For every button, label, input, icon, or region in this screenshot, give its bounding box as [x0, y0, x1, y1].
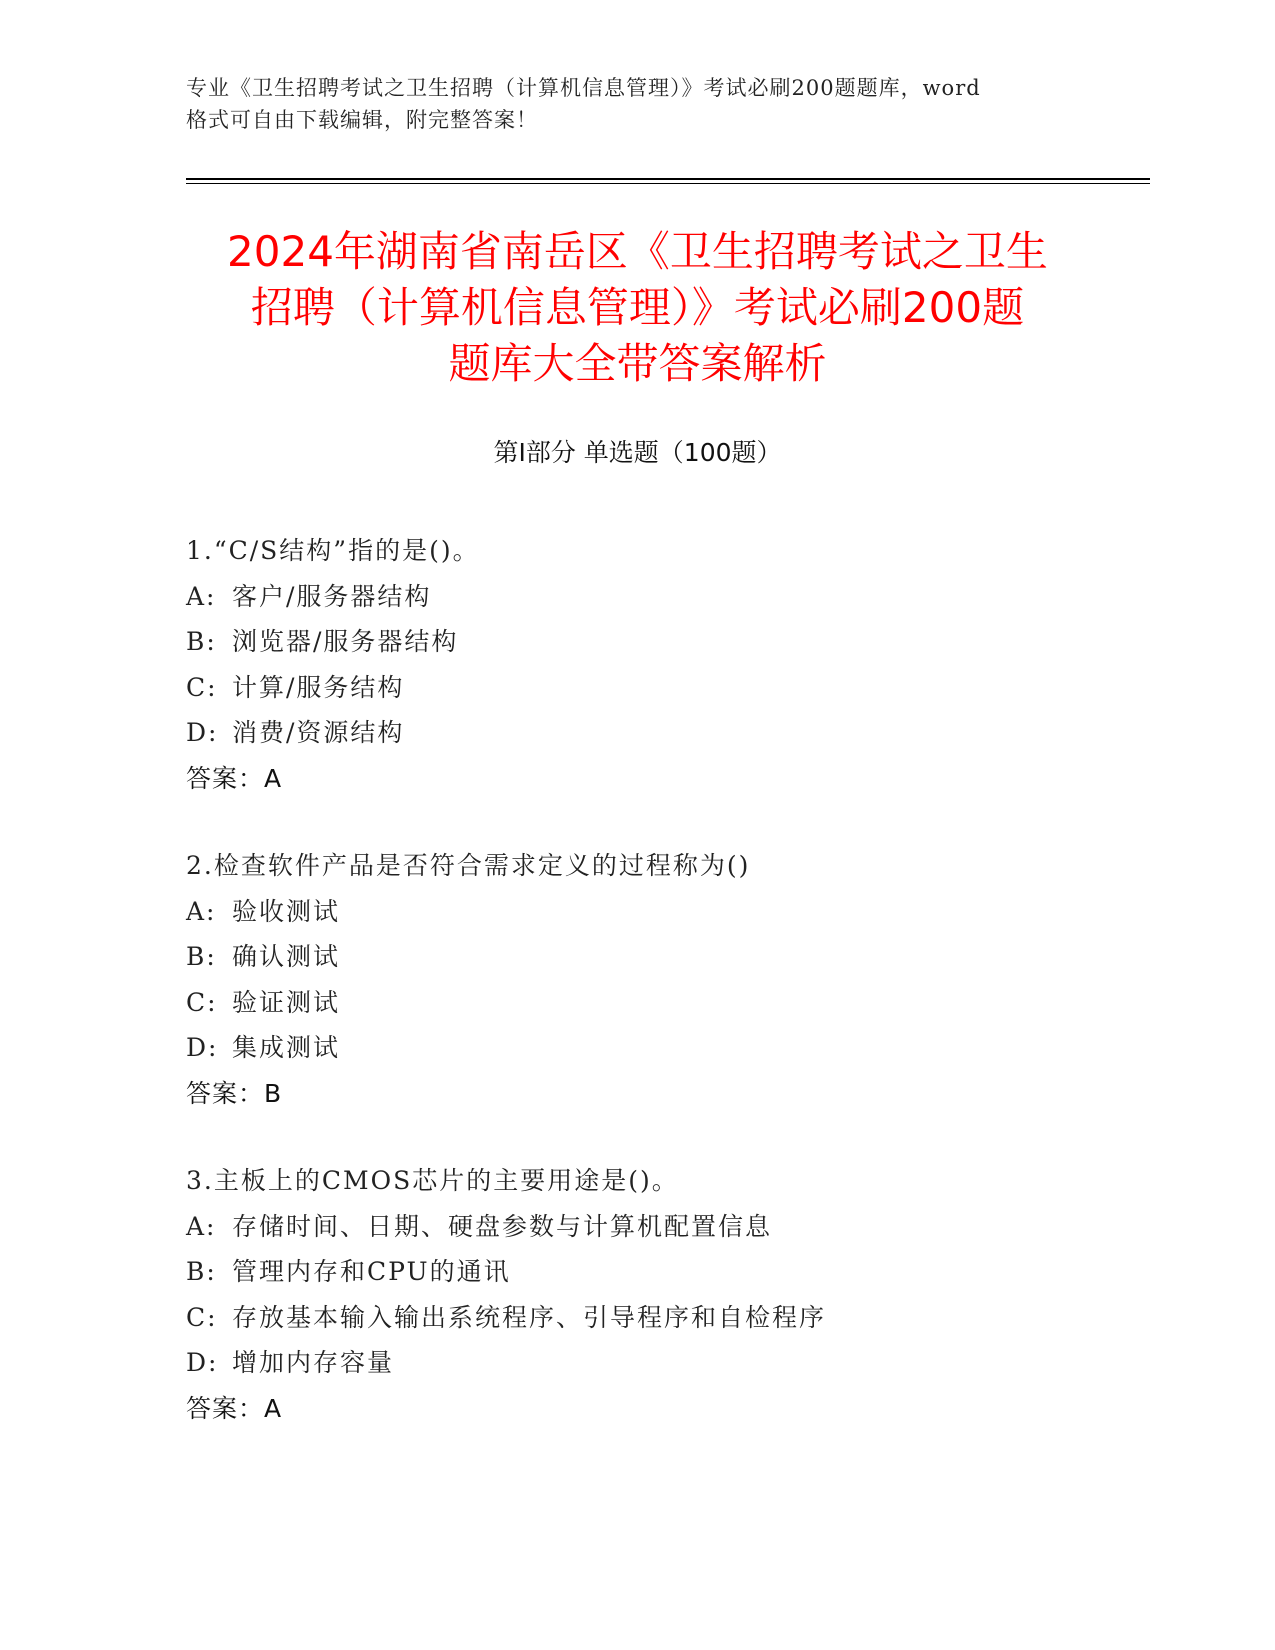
option-a [186, 889, 1106, 935]
question-stem: 2.检查软件产品是否符合需求定义的过程称为() [186, 851, 751, 880]
question-1 [186, 528, 1106, 801]
option-b [186, 934, 1106, 980]
option-text: 验证测试 [232, 987, 341, 1017]
option-c [186, 1295, 1106, 1341]
option-letter: A: [186, 896, 217, 926]
option-text: 存储时间、日期、硬盘参数与计算机配置信息 [232, 1211, 773, 1241]
option-text: 确认测试 [232, 942, 341, 971]
answer-label: 答案：A [186, 763, 283, 793]
option-letter: D: [186, 718, 219, 747]
document-title-line-3: 题库大全带答案解析 [448, 339, 827, 388]
option-text: 存放基本输入输出系统程序、引导程序和自检程序 [232, 1302, 827, 1332]
option-text: 集成测试 [232, 1033, 341, 1062]
header-note-line-2: 格式可自由下载编辑，附完整答案！ [186, 108, 538, 132]
header-note [186, 72, 1086, 136]
question-stem: 3.主板上的CMOS芯片的主要用途是()。 [186, 1166, 679, 1195]
header-note-line-1: 专业《卫生招聘考试之卫生招聘（计算机信息管理）》考试必刷200题题库，word [186, 76, 981, 100]
answer-label: 答案：A [186, 1393, 283, 1423]
option-text: 增加内存容量 [232, 1348, 395, 1377]
option-c [186, 665, 1106, 711]
question-3 [186, 1158, 1106, 1431]
option-b [186, 1249, 1106, 1295]
option-letter: C: [186, 987, 218, 1017]
option-letter: B: [186, 627, 217, 656]
option-letter: B: [186, 942, 217, 971]
option-letter: A: [186, 581, 217, 611]
question-2 [186, 843, 1106, 1116]
header-divider-thin [186, 183, 1150, 184]
answer-label: 答案：B [186, 1078, 283, 1108]
option-text: 管理内存和CPU的通讯 [232, 1257, 511, 1286]
header-divider-thick [186, 178, 1150, 180]
option-b [186, 619, 1106, 665]
option-text: 计算/服务结构 [232, 672, 405, 702]
option-text: 客户/服务器结构 [232, 581, 432, 611]
document-title-line-2: 招聘（计算机信息管理）》考试必刷200题 [250, 283, 1025, 332]
option-letter: B: [186, 1257, 217, 1286]
option-letter: A: [186, 1211, 217, 1241]
option-text: 消费/资源结构 [232, 718, 405, 747]
option-letter: C: [186, 1302, 218, 1332]
option-text: 验收测试 [232, 896, 341, 926]
document-title [150, 224, 1125, 392]
question-list [186, 528, 1106, 1473]
option-c [186, 980, 1106, 1026]
document-title-line-1: 2024年湖南省南岳区《卫生招聘考试之卫生 [227, 227, 1048, 276]
option-d [186, 1025, 1106, 1071]
option-d [186, 1340, 1106, 1386]
option-text: 浏览器/服务器结构 [232, 627, 459, 656]
section-heading: 第Ⅰ部分 单选题（100题） [493, 438, 782, 467]
option-a [186, 574, 1106, 620]
question-stem: 1.“C/S结构”指的是()。 [186, 536, 480, 565]
option-d [186, 710, 1106, 756]
option-a [186, 1204, 1106, 1250]
option-letter: D: [186, 1348, 219, 1377]
option-letter: C: [186, 672, 218, 702]
option-letter: D: [186, 1033, 219, 1062]
